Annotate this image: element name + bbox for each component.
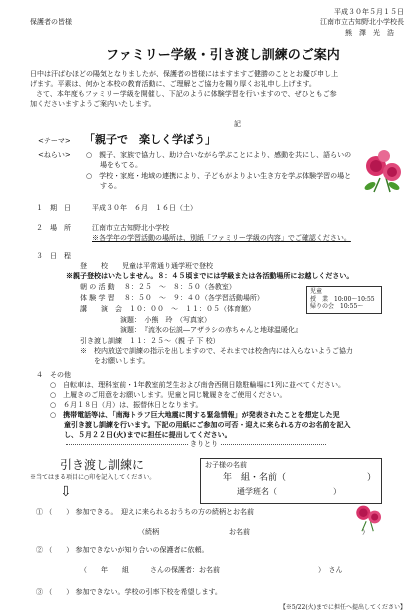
ki-label: 記 xyxy=(234,120,241,128)
schedule-label: ３ 日 程 xyxy=(36,252,71,260)
principal-name: 熊 澤 光 浩 xyxy=(345,29,394,37)
schedule-morning: 朝 の 活 動 ８：２５ ～ ８：５０（各教室） xyxy=(80,283,236,291)
other-line-1: ○ 自転車は、理科室前・1年教室前芝生および南舎西側日陰駐輪場に1列に並べてください。 xyxy=(50,381,346,389)
deadline-note: 【※5/22(火)までに担任へ提出してください】 xyxy=(279,604,406,611)
group-name-field[interactable]: 通学班名（ ） xyxy=(237,487,341,496)
other-line-5: 童引き渡し訓練を行います。下記の用紙にご参加の可否・迎えに来られる方のお名前を記入 xyxy=(50,420,351,429)
aims-line-1: ○ 親子、家族で協力し、助け合いながら学ぶことにより、感動を共にし、語らいの xyxy=(86,151,352,159)
rose-illustration xyxy=(360,148,408,196)
place-note: ※各学年の学習活動の場所は、別紙「ファミリー学級の内容」でご確認ください。 xyxy=(92,234,351,242)
aims-label: <ねらい> xyxy=(38,151,71,159)
other-line-2: ○ 上履きのご用意をお願いします。児童と同じ靴履きをご使用ください。 xyxy=(50,391,287,399)
option-3-checkbox[interactable]: （ ） xyxy=(45,588,74,596)
aims-line-2: 場をもてる。 xyxy=(86,161,142,169)
schedule-experience: 体 験 学 習 ８：５０ ～ ９：４０（各学習活動場所） xyxy=(80,294,264,302)
place-value: 江南市立古知野北小学校 xyxy=(92,224,169,232)
form-heading: 引き渡し訓練に xyxy=(60,458,145,472)
option-3-number: ③ xyxy=(36,588,43,596)
option-3-text: 参加できない。学校の引率下校を希望します。 xyxy=(75,588,222,596)
schedule-box-class: 授 業 10:00～10:55 xyxy=(310,295,375,303)
child-name-title: お子様の名前 xyxy=(205,461,247,469)
page-title: ファミリー学級・引き渡し訓練のご案内 xyxy=(106,48,340,63)
rose-illustration-bottom xyxy=(352,500,386,534)
child-name-box xyxy=(200,458,382,504)
aims-line-3: ○ 学校・家庭・地域の連携により、子どもがよりよい生き方を学ぶ体験学習の場と xyxy=(86,172,352,180)
form-note: ※当てはまる項目に○印を記入してください。 xyxy=(30,474,156,481)
option-1-number: ① xyxy=(36,508,43,516)
schedule-note-1: ※ 校内放送で訓練の指示を出しますので、それまでは校舎内には入らないようご協力 xyxy=(80,347,353,355)
date-value: 平成３０年 ６月 １６日（土） xyxy=(92,204,197,212)
date: 平成３０年５月１５日 xyxy=(334,8,404,16)
option-2-fields[interactable]: （ 年 組 さんの保護者：お名前 ） さん xyxy=(80,566,343,574)
aims-line-4: する。 xyxy=(86,182,121,190)
schedule-box-homeroom: 帰りの会 10:55～ xyxy=(310,303,364,310)
lecture-speaker: 演題： 小熊 玲 （写真家） xyxy=(120,316,211,324)
option-2[interactable] xyxy=(36,546,208,555)
intro-line-2: げます。平素は、何かと本校の教育活動に、ご理解とご協力を賜り厚くお礼申し上げます。 xyxy=(30,80,316,88)
schedule-box xyxy=(306,286,382,314)
place-label: ２ 場 所 xyxy=(36,224,71,232)
schedule-box-title: 児童 xyxy=(310,288,323,295)
school-name: 江南市立古知野北小学校長 xyxy=(320,18,404,26)
option-1-fields[interactable]: （続柄 お名前 ） xyxy=(138,528,369,536)
schedule-arrival: 登 校 児童は平常通り通学班で登校 xyxy=(80,262,213,270)
down-arrow-icon: ⇩ xyxy=(60,484,72,500)
schedule-note-2: をお願いします。 xyxy=(80,357,150,365)
theme-label: <テーマ> xyxy=(38,137,71,145)
other-line-3: ○ ６月１８日（月）は、振替休日となります。 xyxy=(50,401,203,409)
other-line-4: ○ 携帯電話等は、「南海トラフ巨大地震に関する緊急情報」が発表されたことを想定した児 xyxy=(50,410,340,419)
option-2-checkbox[interactable]: （ ） xyxy=(45,546,74,554)
date-label: １ 期 日 xyxy=(36,204,71,212)
schedule-handover: 引き渡し訓練 １１：２５～（親 子 下 校） xyxy=(80,337,220,345)
option-1-checkbox[interactable]: （ ） xyxy=(45,508,74,516)
option-2-number: ② xyxy=(36,546,43,554)
option-1-text: 参加できる。 迎えに来られるおうちの方の続柄とお名前 xyxy=(75,508,254,516)
lecture-topic: 演題： 『流氷の伝説―アザラシの赤ちゃんと地球温暖化』 xyxy=(120,326,302,334)
intro-line-1: 日中は汗ばむほどの陽気となりましたが、保護者の皆様にはますますご健勝のこととお慶び申し上 xyxy=(30,70,338,78)
other-label: ４ その他 xyxy=(36,371,71,379)
intro-line-3: さて、本年度もファミリー学級を開催し、下記のように体験学習を行いますので、ぜひともご参 xyxy=(36,90,337,98)
option-1[interactable] xyxy=(36,508,254,517)
theme-text: 「親子で 楽しく学ぼう」 xyxy=(84,133,216,146)
grade-name-field[interactable]: 年 組・名前（ ） xyxy=(223,473,377,483)
schedule-notice: ※親子登校はいたしません。８：４５頃までには学級または各活動場所にお越しください。 xyxy=(66,271,354,280)
cut-label: きりとり xyxy=(190,440,218,448)
recipient: 保護者の皆様 xyxy=(30,18,72,26)
schedule-lecture: 講 演 会 １０：００ ～ １１：０５（体育館） xyxy=(80,305,255,313)
other-line-6: し、５月２２日(火)までに担任に提出してください。 xyxy=(50,430,232,439)
option-2-text: 参加できないが知り合いの保護者に依頼。 xyxy=(75,546,209,554)
intro-line-4: 加くださいますようご案内いたします。 xyxy=(30,100,156,108)
option-3[interactable] xyxy=(36,588,222,597)
